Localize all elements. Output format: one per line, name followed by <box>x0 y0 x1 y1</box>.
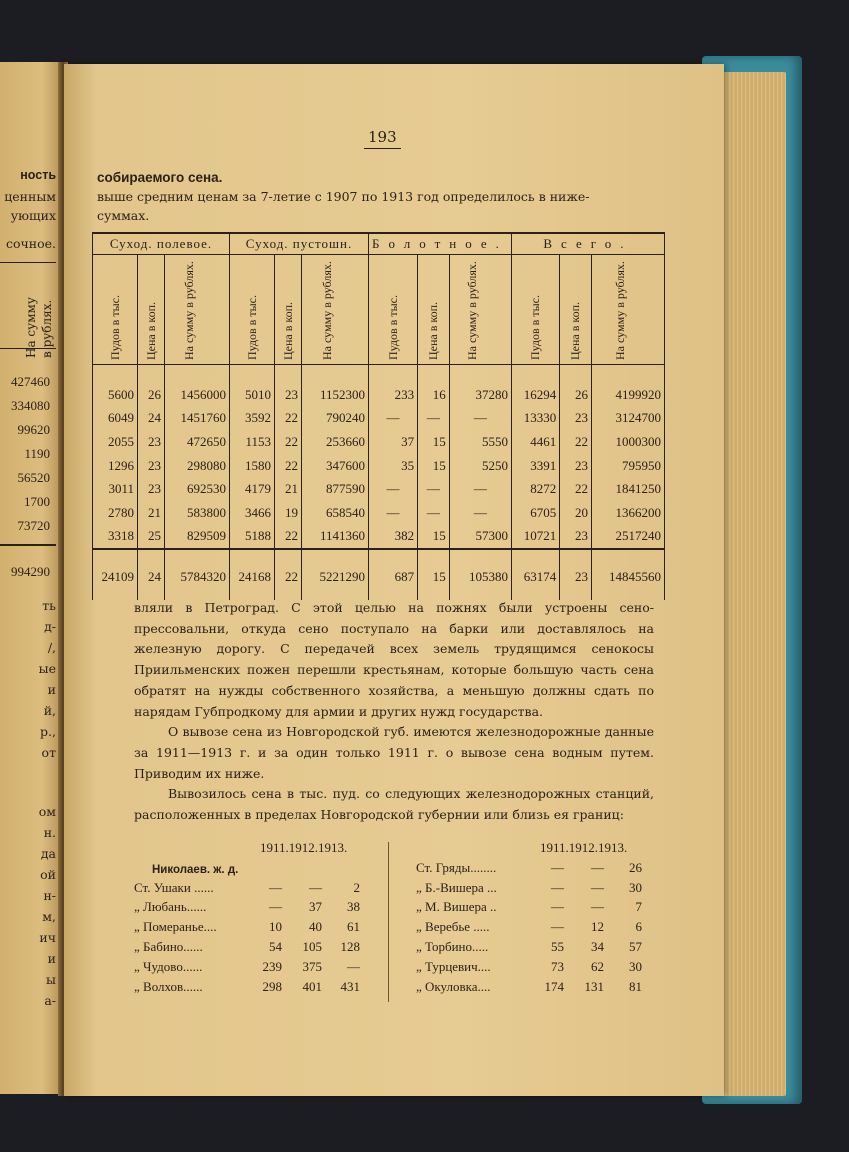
table-cell: 1841250 <box>592 477 665 501</box>
body-text <box>134 598 654 826</box>
left-fragment: н. <box>43 825 56 840</box>
left-fragment: ич <box>39 930 56 945</box>
table-cell: 22 <box>275 430 302 454</box>
table-cell: 1141360 <box>302 525 369 550</box>
hay-table <box>92 232 665 600</box>
station-row <box>134 959 374 979</box>
station-value: 54 <box>269 938 282 954</box>
column-subheader: Цена в коп. <box>138 255 165 365</box>
station-value: — <box>551 859 564 875</box>
table-cell: 3391 <box>511 454 559 478</box>
station-value: — <box>591 859 604 875</box>
table-cell: 6049 <box>93 407 138 431</box>
left-fragment: ой <box>40 867 56 882</box>
station-value: 81 <box>629 978 642 994</box>
left-fragment: н- <box>43 888 56 903</box>
station-value: 401 <box>302 978 322 994</box>
column-subheader: Пудов в тыс. <box>230 255 275 365</box>
table-cell: 23 <box>560 407 592 431</box>
table-cell: 23 <box>138 477 165 501</box>
station-row <box>134 899 374 919</box>
station-value: — <box>347 958 360 974</box>
station-name: „ Торбино..... <box>416 938 489 954</box>
table-cell: — <box>418 501 450 525</box>
left-value: 427460 <box>11 374 50 389</box>
station-name: Ст. Гряды........ <box>416 859 497 875</box>
left-fragment: и <box>47 682 56 697</box>
station-value: 239 <box>262 958 282 974</box>
station-row <box>134 939 374 959</box>
left-total: 994290 <box>11 564 50 579</box>
table-row <box>93 454 665 478</box>
table-cell: 877590 <box>302 477 369 501</box>
table-cell: 5550 <box>449 430 511 454</box>
table-row <box>93 430 665 454</box>
table-cell: 795950 <box>592 454 665 478</box>
table-cell: 26 <box>138 365 165 407</box>
intro-line: суммах. <box>97 208 150 223</box>
table-cell: 15 <box>418 454 450 478</box>
table-cell: 1153 <box>230 430 275 454</box>
table-cell: 20 <box>560 501 592 525</box>
column-subheader: На сумму в рублях. <box>302 255 369 365</box>
table-cell: 21 <box>138 501 165 525</box>
table-cell: 8272 <box>511 477 559 501</box>
table-cell: 26 <box>560 365 592 407</box>
total-cell: 5784320 <box>165 549 230 600</box>
table-cell: 15 <box>418 525 450 550</box>
table-cell: 35 <box>369 454 418 478</box>
stations-right <box>416 840 656 998</box>
station-row <box>134 880 374 900</box>
table-cell: 4179 <box>230 477 275 501</box>
station-value: — <box>551 899 564 915</box>
table-row <box>93 407 665 431</box>
left-page-line: ность <box>20 168 56 182</box>
table-cell: 22 <box>560 477 592 501</box>
table-cell: — <box>449 501 511 525</box>
station-value: 174 <box>544 978 564 994</box>
station-value: 431 <box>340 978 360 994</box>
left-fragment: ые <box>38 661 56 676</box>
total-cell: 22 <box>275 549 302 600</box>
table-cell: 1000300 <box>592 430 665 454</box>
station-name: „ Веребье ..... <box>416 919 490 935</box>
column-subheader: Цена в коп. <box>418 255 450 365</box>
total-cell: 24109 <box>93 549 138 600</box>
table-cell: 3011 <box>93 477 138 501</box>
left-fragment: р., <box>40 724 56 739</box>
table-row <box>93 525 665 550</box>
paragraph: О вывозе сена из Новгородской губ. имеются железнодорожные данные за 1911—1913 г. и за один только 1911 г. о вывозе сена водным путем. Приводим их ниже. <box>134 724 654 781</box>
station-value: 57 <box>629 938 642 954</box>
table-cell: 2780 <box>93 501 138 525</box>
left-page-line: ценным <box>4 189 56 204</box>
total-cell: 23 <box>560 549 592 600</box>
table-cell: 1451760 <box>165 407 230 431</box>
table-cell: 10721 <box>511 525 559 550</box>
station-value: 105 <box>302 938 322 954</box>
station-value: 375 <box>302 958 322 974</box>
table-cell: 22 <box>275 407 302 431</box>
table-cell: 15 <box>418 430 450 454</box>
station-value: 30 <box>629 879 642 895</box>
total-cell: 105380 <box>449 549 511 600</box>
table-cell: 3466 <box>230 501 275 525</box>
station-name: Ст. Ушаки ...... <box>134 879 214 895</box>
column-divider <box>388 842 389 1002</box>
column-subheader: На сумму в рублях. <box>592 255 665 365</box>
table-cell: 658540 <box>302 501 369 525</box>
station-name: „ Бабино...... <box>134 938 203 954</box>
left-fragment: й, <box>43 703 56 718</box>
table-cell: 57300 <box>449 525 511 550</box>
table-cell: 23 <box>138 430 165 454</box>
station-value: 7 <box>635 899 642 915</box>
total-cell: 63174 <box>511 549 559 600</box>
station-row <box>134 919 374 939</box>
left-page <box>0 62 60 1094</box>
table-row <box>93 477 665 501</box>
table-cell: 13330 <box>511 407 559 431</box>
station-value: 40 <box>309 919 322 935</box>
station-name: „ Окуловка.... <box>416 978 491 994</box>
table-cell: — <box>418 407 450 431</box>
left-fragment: м, <box>42 909 56 924</box>
years-header: 1911.1912.1913. <box>540 840 628 855</box>
column-subheader: Пудов в тыс. <box>93 255 138 365</box>
station-name: „ Турцевич.... <box>416 958 491 974</box>
group-header: Всего. <box>511 233 664 255</box>
left-value: 99620 <box>17 422 50 437</box>
table-cell: 3124700 <box>592 407 665 431</box>
left-column-header: в рублях. <box>40 299 54 358</box>
left-value: 1700 <box>24 494 50 509</box>
total-cell: 5221290 <box>302 549 369 600</box>
table-cell: 6705 <box>511 501 559 525</box>
station-value: 30 <box>629 958 642 974</box>
table-cell: — <box>369 501 418 525</box>
station-row <box>416 880 656 900</box>
total-row <box>93 549 665 600</box>
table-cell: — <box>449 407 511 431</box>
table-cell: 37280 <box>449 365 511 407</box>
table-cell: 233 <box>369 365 418 407</box>
column-subheader: Пудов в тыс. <box>369 255 418 365</box>
left-fragment: а- <box>44 993 56 1008</box>
station-name: „ Б.-Вишера ... <box>416 879 497 895</box>
station-value: 2 <box>353 879 360 895</box>
total-cell: 687 <box>369 549 418 600</box>
table-cell: 22 <box>275 525 302 550</box>
column-subheader: Цена в коп. <box>560 255 592 365</box>
table-cell: 382 <box>369 525 418 550</box>
table-cell: 37 <box>369 430 418 454</box>
station-row <box>416 860 656 880</box>
station-value: 6 <box>635 919 642 935</box>
station-value: — <box>591 899 604 915</box>
left-page-line: сочное. <box>5 236 56 251</box>
station-value: 26 <box>629 859 642 875</box>
station-value: 38 <box>347 899 360 915</box>
table-row <box>93 501 665 525</box>
table-cell: 23 <box>138 454 165 478</box>
station-value: 34 <box>591 938 604 954</box>
table-cell: 790240 <box>302 407 369 431</box>
station-name: „ М. Вишера .. <box>416 899 497 915</box>
station-name: „ Любань...... <box>134 899 207 915</box>
years-header: 1911.1912.1913. <box>260 840 348 855</box>
table-cell: 16 <box>418 365 450 407</box>
table-cell: 16294 <box>511 365 559 407</box>
paragraph: Вывозилось сена в тыс. пуд. со следующих железнодорожных станций, расположенных в пределах Новгородской губернии или близь ея границ: <box>134 786 654 823</box>
table-cell: 298080 <box>165 454 230 478</box>
left-column-header: На сумму <box>24 297 38 358</box>
paragraph: вляли в Петроград. С этой целью на пожнях были устроены сено-прессовальни, откуда сено поступало на барки или доставлялось на железную дорогу. С передачей всех земель трудящимся сенокосы Приильменских пожен перешли крестьянам, которые большую часть сена обратят на нужды собственного хозяйства, а меньшую должны сдать по нарядам Губпродкому для армии и других нужд государства. <box>134 600 654 719</box>
station-value: — <box>591 879 604 895</box>
table-cell: 583800 <box>165 501 230 525</box>
group-header: Суход. полевое. <box>93 233 230 255</box>
table-cell: 23 <box>560 454 592 478</box>
group-header: Болотное. <box>369 233 512 255</box>
table-row <box>93 365 665 407</box>
table-cell: 3592 <box>230 407 275 431</box>
table-cell: 1456000 <box>165 365 230 407</box>
station-name: „ Померанье.... <box>134 919 217 935</box>
station-value: — <box>309 879 322 895</box>
station-row <box>134 979 374 999</box>
page-number: 193 <box>364 128 401 149</box>
total-cell: 24168 <box>230 549 275 600</box>
left-fragment: и <box>47 951 56 966</box>
column-subheader: На сумму в рублях. <box>449 255 511 365</box>
station-row <box>416 939 656 959</box>
station-value: — <box>551 919 564 935</box>
table-cell: — <box>418 477 450 501</box>
station-value: — <box>269 879 282 895</box>
station-row <box>416 959 656 979</box>
total-cell: 14845560 <box>592 549 665 600</box>
station-value: 131 <box>584 978 604 994</box>
left-value: 56520 <box>17 470 50 485</box>
table-cell: 22 <box>560 430 592 454</box>
station-value: — <box>551 879 564 895</box>
station-row <box>416 919 656 939</box>
column-subheader: На сумму в рублях. <box>165 255 230 365</box>
table-cell: 1152300 <box>302 365 369 407</box>
left-fragment: /, <box>47 640 56 655</box>
left-fragment: д- <box>44 619 56 634</box>
column-subheader: Пудов в тыс. <box>511 255 559 365</box>
station-row <box>416 899 656 919</box>
table-cell: 1580 <box>230 454 275 478</box>
table-cell: — <box>369 477 418 501</box>
section-heading: собираемого сена. <box>97 170 223 185</box>
station-value: 298 <box>262 978 282 994</box>
table-cell: 829509 <box>165 525 230 550</box>
station-value: 128 <box>340 938 360 954</box>
column-subheader: Цена в коп. <box>275 255 302 365</box>
table-cell: 347600 <box>302 454 369 478</box>
left-fragment: от <box>41 745 56 760</box>
intro-line: выше средним ценам за 7-летие с 1907 по 1913 год определилось в ниже- <box>97 189 590 204</box>
station-value: 37 <box>309 899 322 915</box>
table-cell: 2055 <box>93 430 138 454</box>
station-value: 61 <box>347 919 360 935</box>
table-cell: 5188 <box>230 525 275 550</box>
table-cell: 22 <box>275 454 302 478</box>
left-fragment: да <box>40 846 56 861</box>
table-cell: 5010 <box>230 365 275 407</box>
table-cell: 19 <box>275 501 302 525</box>
table-cell: 25 <box>138 525 165 550</box>
table-cell: 3318 <box>93 525 138 550</box>
left-fragment: ы <box>46 972 56 987</box>
station-row <box>416 979 656 999</box>
station-value: 55 <box>551 938 564 954</box>
total-cell: 15 <box>418 549 450 600</box>
table-cell: 1366200 <box>592 501 665 525</box>
total-cell: 24 <box>138 549 165 600</box>
railway-name: Николаев. ж. д. <box>152 863 239 876</box>
table-cell: 23 <box>275 365 302 407</box>
station-name: „ Чудово...... <box>134 958 203 974</box>
station-value: 12 <box>591 919 604 935</box>
table-cell: 24 <box>138 407 165 431</box>
table-cell: — <box>449 477 511 501</box>
table-cell: 253660 <box>302 430 369 454</box>
table-cell: 692530 <box>165 477 230 501</box>
station-value: 10 <box>269 919 282 935</box>
table-cell: 23 <box>560 525 592 550</box>
table-cell: 2517240 <box>592 525 665 550</box>
table-cell: — <box>369 407 418 431</box>
group-header: Суход. пустошн. <box>230 233 369 255</box>
left-page-line: ующих <box>10 208 56 223</box>
station-value: 73 <box>551 958 564 974</box>
table-cell: 5250 <box>449 454 511 478</box>
stations-left <box>134 840 374 998</box>
table-cell: 4461 <box>511 430 559 454</box>
table-cell: 1296 <box>93 454 138 478</box>
left-value: 334080 <box>11 398 50 413</box>
left-fragment: ом <box>38 804 56 819</box>
table-cell: 21 <box>275 477 302 501</box>
left-value: 73720 <box>17 518 50 533</box>
left-fragment: ть <box>42 598 56 613</box>
table-cell: 5600 <box>93 365 138 407</box>
station-value: 62 <box>591 958 604 974</box>
table-cell: 472650 <box>165 430 230 454</box>
right-page <box>64 64 724 1096</box>
station-value: — <box>269 899 282 915</box>
table-cell: 4199920 <box>592 365 665 407</box>
left-value: 1190 <box>24 446 50 461</box>
station-name: „ Волхов...... <box>134 978 203 994</box>
